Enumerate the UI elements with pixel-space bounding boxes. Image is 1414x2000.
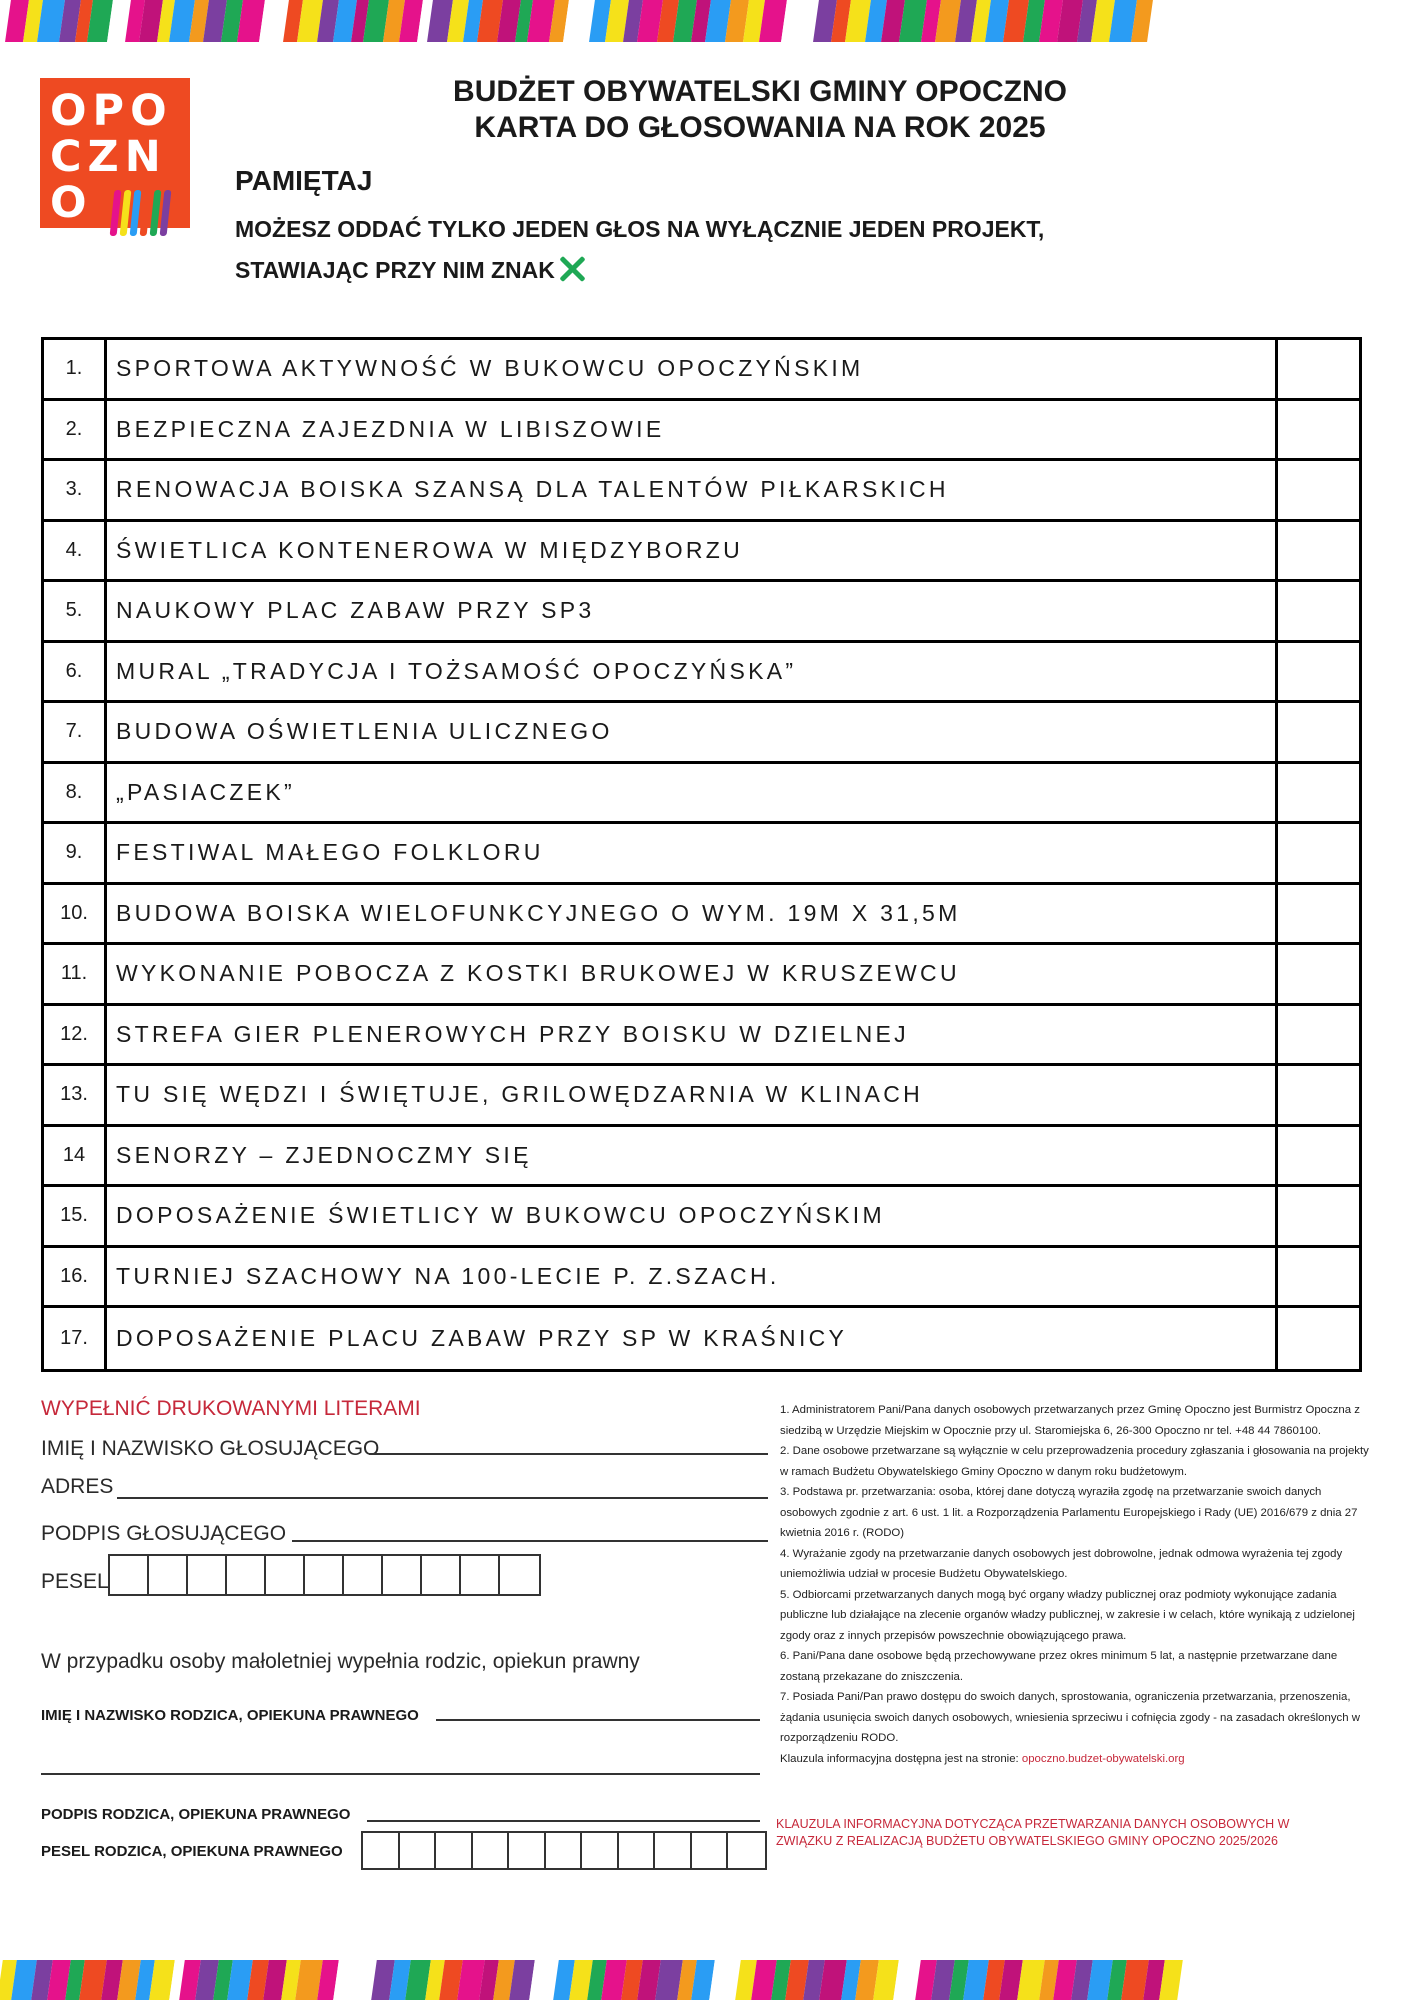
ballot-row — [44, 340, 1359, 401]
voter-pesel-boxes[interactable] — [108, 1554, 541, 1596]
project-number: 5. — [44, 582, 107, 640]
fill-in-capitals-instruction: WYPEŁNIĆ DRUKOWANYMI LITERAMI — [41, 1397, 421, 1420]
pesel-digit-box[interactable] — [110, 1556, 149, 1594]
project-number: 11. — [44, 945, 107, 1003]
project-name: TURNIEJ SZACHOWY NA 100-LECIE P. Z.SZACH. — [107, 1248, 1278, 1306]
ballot-row — [44, 824, 1359, 885]
vote-checkbox[interactable] — [1278, 764, 1359, 822]
vote-checkbox[interactable] — [1278, 461, 1359, 519]
parent-name-label: IMIĘ I NAZWISKO RODZICA, OPIEKUNA PRAWNEGO — [41, 1707, 419, 1724]
gdpr-clause-2: 2. Dane osobowe przetwarzane są wyłącznie w celu przeprowadzenia procedury zgłaszania i głosowania na projekty w ramach Budżetu Obywatelskiego Gminy Opoczno w danym roku budżetowym. — [780, 1445, 1369, 1478]
gdpr-footer-title: KLAUZULA INFORMACYJNA DOTYCZĄCA PRZETWARZANIA DANYCH OSOBOWYCH W ZWIĄZKU Z REALIZACJĄ BUDŻETU OBYWATELSKIEGO GMINY OPOCZNO 2025/2026 — [776, 1817, 1290, 1848]
project-number: 15. — [44, 1187, 107, 1245]
vote-checkbox[interactable] — [1278, 1187, 1359, 1245]
ballot-row — [44, 703, 1359, 764]
vote-checkbox[interactable] — [1278, 1006, 1359, 1064]
gdpr-link-line — [780, 1749, 1380, 1770]
ballot-row — [44, 764, 1359, 825]
pesel-digit-box[interactable] — [436, 1833, 473, 1868]
vote-checkbox[interactable] — [1278, 522, 1359, 580]
parent-signature-label: PODPIS RODZICA, OPIEKUNA PRAWNEGO — [41, 1806, 351, 1823]
pesel-digit-box[interactable] — [582, 1833, 619, 1868]
ballot-row — [44, 1066, 1359, 1127]
x-mark-icon — [557, 254, 587, 284]
pesel-digit-box[interactable] — [655, 1833, 692, 1868]
pesel-digit-box[interactable] — [619, 1833, 656, 1868]
pesel-digit-box[interactable] — [461, 1556, 500, 1594]
voter-pesel-label: PESEL — [41, 1570, 109, 1593]
project-number: 9. — [44, 824, 107, 882]
project-name: SENORZY – ZJEDNOCZMY SIĘ — [107, 1127, 1278, 1185]
logo-color-bars — [112, 190, 169, 236]
project-number: 17. — [44, 1308, 107, 1369]
vote-checkbox[interactable] — [1278, 945, 1359, 1003]
project-number: 8. — [44, 764, 107, 822]
pesel-digit-box[interactable] — [546, 1833, 583, 1868]
vote-checkbox[interactable] — [1278, 643, 1359, 701]
ballot-row — [44, 885, 1359, 946]
vote-checkbox[interactable] — [1278, 1308, 1359, 1369]
stripe — [333, 1960, 377, 2000]
parent-pesel-boxes[interactable] — [361, 1831, 767, 1870]
vote-checkbox[interactable] — [1278, 703, 1359, 761]
ballot-table — [41, 337, 1362, 1372]
voter-name-field[interactable] — [369, 1453, 768, 1455]
project-name: SPORTOWA AKTYWNOŚĆ W BUKOWCU OPOCZYŃSKIM — [107, 340, 1278, 398]
project-number: 16. — [44, 1248, 107, 1306]
pesel-digit-box[interactable] — [473, 1833, 510, 1868]
project-number: 10. — [44, 885, 107, 943]
ballot-row — [44, 1308, 1359, 1369]
voter-signature-label: PODPIS GŁOSUJĄCEGO — [41, 1522, 287, 1545]
pesel-digit-box[interactable] — [188, 1556, 227, 1594]
bottom-stripe-band — [0, 1960, 1414, 2000]
voter-address-label: ADRES — [41, 1475, 114, 1498]
pesel-digit-box[interactable] — [344, 1556, 383, 1594]
project-name: RENOWACJA BOISKA SZANSĄ DLA TALENTÓW PIŁKARSKICH — [107, 461, 1278, 519]
project-name: DOPOSAŻENIE ŚWIETLICY W BUKOWCU OPOCZYŃSKIM — [107, 1187, 1278, 1245]
project-name: BUDOWA BOISKA WIELOFUNKCYJNEGO O WYM. 19M X 31,5M — [107, 885, 1278, 943]
pesel-digit-box[interactable] — [692, 1833, 729, 1868]
project-name: TU SIĘ WĘDZI I ŚWIĘTUJE, GRILOWĘDZARNIA W KLINACH — [107, 1066, 1278, 1124]
voter-address-field[interactable] — [117, 1497, 768, 1499]
gdpr-clause-3: 3. Podstawa pr. przetwarzania: osoba, której dane dotyczą wyraziła zgodę na przetwarzanie swoich danych osobowych zgodnie z art. 6 ust. 1 lit. a Rozporządzenia Parlamentu Europejskiego i Rady (UE) 2016/679 z dnia 27 kwietnia 2016 r. (RODO) — [780, 1486, 1358, 1539]
opoczno-logo — [40, 78, 190, 228]
project-number: 7. — [44, 703, 107, 761]
project-name: MURAL „TRADYCJA I TOŻSAMOŚĆ OPOCZYŃSKA” — [107, 643, 1278, 701]
project-number: 12. — [44, 1006, 107, 1064]
vote-checkbox[interactable] — [1278, 582, 1359, 640]
ballot-row — [44, 401, 1359, 462]
parent-name-field-continued[interactable] — [41, 1773, 760, 1775]
pesel-digit-box[interactable] — [400, 1833, 437, 1868]
pesel-digit-box[interactable] — [500, 1556, 539, 1594]
vote-checkbox[interactable] — [1278, 824, 1359, 882]
project-name: WYKONANIE POBOCZA Z KOSTKI BRUKOWEJ W KRUSZEWCU — [107, 945, 1278, 1003]
top-stripe-band — [0, 0, 1414, 42]
ballot-row — [44, 643, 1359, 704]
remember-heading: PAMIĘTAJ — [235, 165, 373, 196]
project-number: 4. — [44, 522, 107, 580]
project-name: STREFA GIER PLENEROWYCH PRZY BOISKU W DZIELNEJ — [107, 1006, 1278, 1064]
gdpr-clause-4: 4. Wyrażanie zgody na przetwarzanie danych osobowych jest dobrowolne, jednak odmowa wyrażenia tej zgody uniemożliwia udział w procesie Budżetu Obywatelskiego. — [780, 1547, 1343, 1580]
parent-pesel-label: PESEL RODZICA, OPIEKUNA PRAWNEGO — [41, 1843, 343, 1860]
ballot-row — [44, 945, 1359, 1006]
ballot-row — [44, 1187, 1359, 1248]
ballot-row — [44, 522, 1359, 583]
pesel-digit-box[interactable] — [509, 1833, 546, 1868]
vote-checkbox[interactable] — [1278, 340, 1359, 398]
pesel-digit-box[interactable] — [149, 1556, 188, 1594]
pesel-digit-box[interactable] — [383, 1556, 422, 1594]
gdpr-clause-6: 6. Pani/Pana dane osobowe będą przechowywane przez okres minimum 5 lat, a następnie przetwarzane dane zostaną przekazane do zniszczenia. — [780, 1650, 1338, 1683]
project-name: NAUKOWY PLAC ZABAW PRZY SP3 — [107, 582, 1278, 640]
vote-checkbox[interactable] — [1278, 1127, 1359, 1185]
pesel-digit-box[interactable] — [305, 1556, 344, 1594]
gdpr-clause-1: 1. Administratorem Pani/Pana danych osobowych przetwarzanych przez Gminę Opoczno jest Burmistrz Opoczna z siedzibą w Urzędzie Miejskim w Opocznie przy ul. Staromiejska 6, 26-300 Opoczno nr tel. +48 44 7860100. — [780, 1404, 1360, 1437]
gdpr-clause-5: 5. Odbiorcami przetwarzanych danych mogą być organy władzy publicznej oraz podmioty wykonujące zadania publiczne lub działające na zlecenie organów władzy publicznej, w zakresie i w celach, które wynikają z udzielonej zgody oraz z innych przepisów powszechnie obowiązującego prawa. — [780, 1588, 1355, 1642]
vote-checkbox[interactable] — [1278, 1066, 1359, 1124]
voting-rule-line-1: MOŻESZ ODDAĆ TYLKO JEDEN GŁOS NA WYŁĄCZNIE JEDEN PROJEKT, — [235, 216, 1045, 242]
gdpr-clause-7: 7. Posiada Pani/Pan prawo dostępu do swoich danych, sprostowania, ograniczenia przetwarzania, przenoszenia, żądania usunięcia swoich danych osobowych, wniesienia sprzeciwu i cofnięcia zgody - na zasadach określonych w rozporządzeniu RODO. — [780, 1691, 1360, 1744]
project-name: ŚWIETLICA KONTENEROWA W MIĘDZYBORZU — [107, 522, 1278, 580]
project-name: DOPOSAŻENIE PLACU ZABAW PRZY SP W KRAŚNICY — [107, 1308, 1278, 1369]
ballot-row — [44, 1248, 1359, 1309]
project-name: „PASIACZEK” — [107, 764, 1278, 822]
ballot-row — [44, 582, 1359, 643]
voter-name-label: IMIĘ I NAZWISKO GŁOSUJĄCEGO — [41, 1437, 380, 1460]
pesel-digit-box[interactable] — [728, 1833, 765, 1868]
project-name: BEZPIECZNA ZAJEZDNIA W LIBISZOWIE — [107, 401, 1278, 459]
parent-name-field[interactable] — [436, 1719, 760, 1721]
ballot-title: BUDŻET OBYWATELSKI GMINY OPOCZNO — [453, 75, 1067, 108]
minor-voter-note: W przypadku osoby małoletniej wypełnia rodzic, opiekun prawny — [41, 1650, 640, 1673]
project-name: FESTIWAL MAŁEGO FOLKLORU — [107, 824, 1278, 882]
pesel-digit-box[interactable] — [227, 1556, 266, 1594]
voting-rule-text: STAWIAJĄC PRZY NIM ZNAK — [235, 257, 555, 283]
project-number: 14 — [44, 1127, 107, 1185]
project-name: BUDOWA OŚWIETLENIA ULICZNEGO — [107, 703, 1278, 761]
vote-checkbox[interactable] — [1278, 1248, 1359, 1306]
pesel-digit-box[interactable] — [363, 1833, 400, 1868]
ballot-row — [44, 461, 1359, 522]
project-number: 3. — [44, 461, 107, 519]
project-number: 2. — [44, 401, 107, 459]
gdpr-link[interactable]: opoczno.budzet-obywatelski.org — [1021, 1752, 1185, 1765]
project-number: 6. — [44, 643, 107, 701]
ballot-subtitle: KARTA DO GŁOSOWANIA NA ROK 2025 — [474, 111, 1046, 144]
gdpr-link-prefix: Klauzula informacyjna dostępna jest na stronie: — [780, 1752, 1022, 1765]
parent-signature-field[interactable] — [367, 1820, 760, 1822]
voting-rule-line-2 — [235, 254, 587, 285]
project-number: 1. — [44, 340, 107, 398]
logo-text-line-3: O — [50, 178, 93, 228]
vote-checkbox[interactable] — [1278, 401, 1359, 459]
gdpr-clauses — [780, 1400, 1380, 1769]
ballot-row — [44, 1006, 1359, 1067]
voter-signature-field[interactable] — [292, 1540, 768, 1542]
ballot-row — [44, 1127, 1359, 1188]
project-number: 13. — [44, 1066, 107, 1124]
pesel-digit-box[interactable] — [422, 1556, 461, 1594]
vote-checkbox[interactable] — [1278, 885, 1359, 943]
logo-text-line-1: OPO — [50, 86, 173, 136]
pesel-digit-box[interactable] — [266, 1556, 305, 1594]
logo-text-line-2: CZN — [50, 132, 167, 182]
